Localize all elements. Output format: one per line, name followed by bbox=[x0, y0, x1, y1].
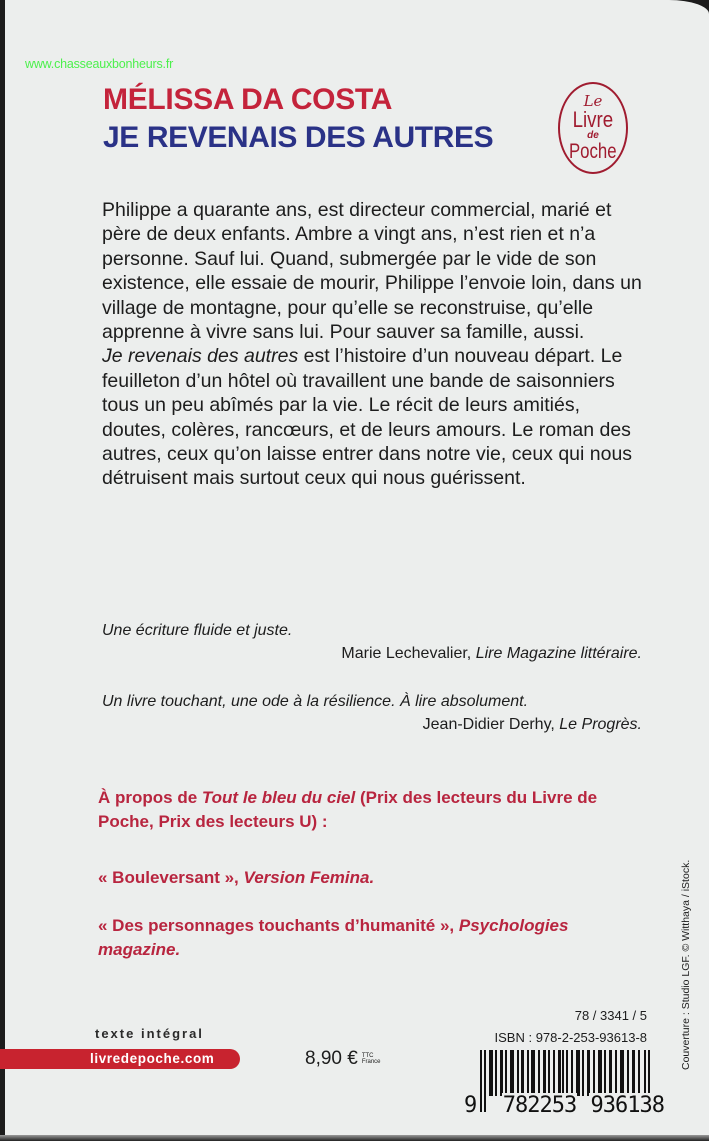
price-value: 8,90 € bbox=[305, 1048, 358, 1069]
watermark-url: www.chasseauxbonheurs.fr bbox=[25, 57, 174, 71]
book-title: JE REVENAIS DES AUTRES bbox=[103, 121, 494, 154]
blurb-title-italic: Je revenais des autres bbox=[102, 345, 299, 368]
logo-livre: Livre bbox=[572, 107, 614, 132]
press-quote-1: « Bouleversant », Version Femina. bbox=[98, 868, 375, 887]
review-quote: Un livre touchant, une ode à la résilience. À lire absolument. bbox=[102, 693, 529, 710]
price-note: TTC France bbox=[361, 1053, 381, 1065]
previous-book-title: Tout le bleu du ciel bbox=[201, 788, 356, 807]
logo-poche: Poche bbox=[569, 140, 617, 163]
logo-de: de bbox=[587, 130, 599, 141]
catalog-code: 78 / 3341 / 5 bbox=[574, 1008, 647, 1023]
logo-le: Le bbox=[583, 92, 603, 110]
review-source: Marie Lechevalier, Lire Magazine littéraire. bbox=[341, 645, 642, 662]
author-name: MÉLISSA DA COSTA bbox=[103, 83, 393, 116]
book-back-cover bbox=[5, 0, 709, 1136]
review-source: Jean-Didier Derhy, Le Progrès. bbox=[422, 716, 642, 733]
price bbox=[305, 1048, 381, 1070]
review-1 bbox=[102, 622, 642, 663]
blurb-paragraph-2: Je revenais des autres est l’histoire d’un nouveau départ. Le feuilleton d’un hôtel où travaillent une bande de saisonniers tous un peu abîmés par la vie. Le récit de leurs amitiés, doutes, colères, rancœurs, et de leurs amours. Le roman des autres, ceux qu’on laisse entrer dans notre vie, ceux qui nous détruisent mais surtout ceux qui nous guérissent. bbox=[102, 345, 633, 490]
bottom-edge bbox=[0, 1135, 709, 1141]
isbn: ISBN : 978-2-253-93613-8 bbox=[494, 1030, 647, 1045]
blurb-paragraph-1: Philippe a quarante ans, est directeur commercial, marié et père de deux enfants. Ambre a vingt ans, n’est rien et n’a personne. Sauf lui. Quand, submergée par le vide de son existence, elle essaie de mourir, Philippe l’envoie loin, dans un village de montagne, pour qu’elle se reconstruise, qu’elle apprenne à vivre sans lui. Pour sauver sa famille, aussi. bbox=[102, 199, 642, 344]
book-blurb bbox=[102, 198, 642, 491]
press-quote-2: « Des personnages touchants d’humanité », Psychologies magazine. bbox=[98, 916, 569, 959]
cover-credit: Couverture : Studio LGF. © Witthaya / iStock. bbox=[680, 859, 692, 1070]
barcode-digits: 9 782253 936138 bbox=[464, 1093, 664, 1118]
livre-de-poche-logo bbox=[558, 82, 628, 174]
previous-book-intro: À propos de Tout le bleu du ciel (Prix des lecteurs du Livre de Poche, Prix des lecteurs U) : bbox=[98, 788, 598, 831]
website-link[interactable]: livredepoche.com bbox=[0, 1049, 240, 1069]
texte-integral-label: texte intégral bbox=[95, 1026, 204, 1041]
review-2 bbox=[102, 693, 642, 734]
review-quote: Une écriture fluide et juste. bbox=[102, 622, 293, 639]
